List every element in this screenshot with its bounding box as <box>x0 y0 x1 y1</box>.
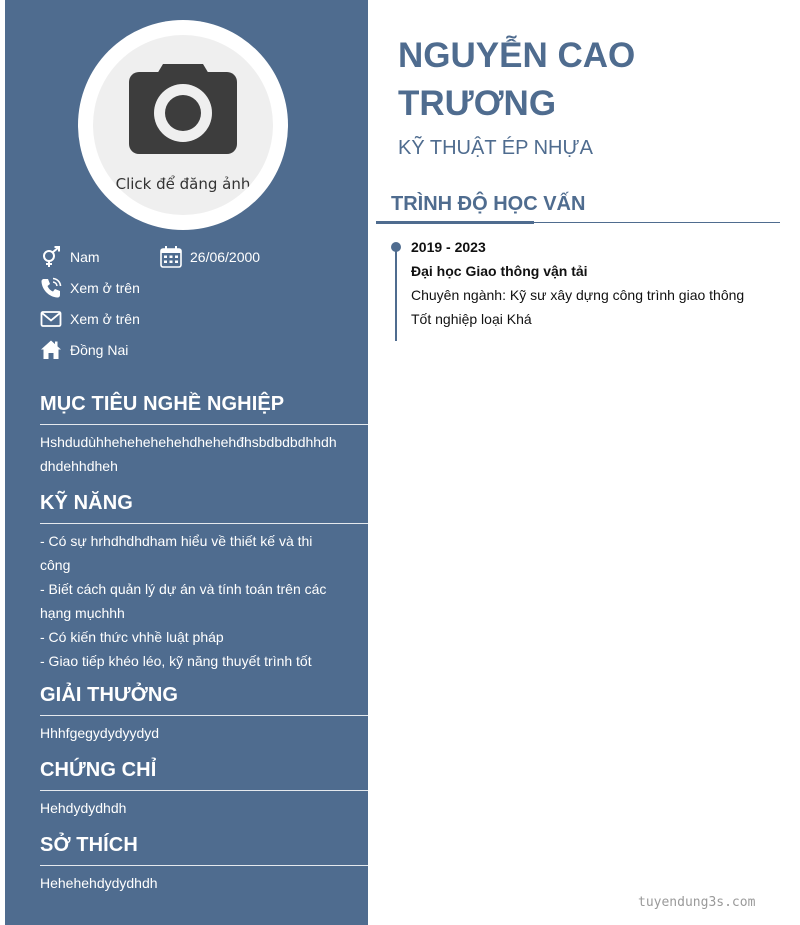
certificates-text: Hehdydydhdh <box>40 800 127 816</box>
hobbies-text: Hehehehdydydhdh <box>40 875 158 891</box>
skill-line: công <box>40 557 71 573</box>
skills-list <box>40 529 336 673</box>
skill-line: hạng mụchhh <box>40 605 125 621</box>
objective-line: Hshdudùhhehehehehehdhehehđhsbdbdbdhhdh <box>40 434 337 450</box>
address-value: Đồng Nai <box>70 342 129 358</box>
gender-row <box>40 246 100 268</box>
skills-divider <box>40 523 368 524</box>
hobbies-divider <box>40 865 368 866</box>
objective-divider <box>40 424 368 425</box>
skill-line: - Có sự hrhdhdhdham hiểu về thiết kế và thi <box>40 533 313 549</box>
birthday-row <box>160 246 260 268</box>
timeline-dot <box>391 242 401 252</box>
address-row <box>40 339 128 361</box>
education-major: Chuyên ngành: Kỹ sư xây dựng công trình giao thông <box>411 287 745 303</box>
name-line: TRƯƠNG <box>398 84 557 123</box>
education-period: 2019 - 2023 <box>411 239 486 255</box>
email-value: Xem ở trên <box>70 311 140 327</box>
education-entry <box>411 235 744 331</box>
avatar-caption: Click để đăng ảnh <box>115 175 251 193</box>
home-icon <box>40 339 62 361</box>
timeline-line <box>395 246 397 341</box>
job-title: KỸ THUẬT ÉP NHỰA <box>398 137 593 159</box>
skill-line: - Biết cách quản lý dự án và tính toán trên các <box>40 581 327 597</box>
skills-title: KỸ NĂNG <box>40 492 133 514</box>
education-divider-accent <box>376 221 534 224</box>
phone-icon <box>40 277 62 299</box>
education-title: TRÌNH ĐỘ HỌC VẤN <box>391 193 586 215</box>
sidebar <box>5 0 368 925</box>
awards-text: Hhhfgegydydyydyd <box>40 725 160 741</box>
skill-line: - Giao tiếp khéo léo, kỹ năng thuyết trình tốt <box>40 653 312 669</box>
email-icon <box>40 308 62 330</box>
avatar-upload-area[interactable] <box>93 35 273 215</box>
objective-line: dhdehhdheh <box>40 458 118 474</box>
hobbies-title: SỞ THÍCH <box>40 834 138 856</box>
objective-text <box>40 430 336 478</box>
certificates-title: CHỨNG CHỈ <box>40 759 157 781</box>
education-grade: Tốt nghiệp loại Khá <box>411 311 532 327</box>
name-line: NGUYỄN CAO <box>398 36 636 75</box>
awards-divider <box>40 715 368 716</box>
candidate-name <box>398 32 698 128</box>
gender-icon <box>40 246 62 268</box>
phone-value: Xem ở trên <box>70 280 140 296</box>
avatar[interactable] <box>78 20 288 230</box>
education-school: Đại học Giao thông vận tải <box>411 263 588 279</box>
birthday-value: 26/06/2000 <box>190 249 261 265</box>
certificates-divider <box>40 790 368 791</box>
phone-row <box>40 277 140 299</box>
awards-title: GIẢI THƯỞNG <box>40 684 179 706</box>
gender-value: Nam <box>70 249 100 265</box>
calendar-icon <box>160 246 182 268</box>
skill-line: - Có kiến thức vhhề luật pháp <box>40 629 224 645</box>
email-row <box>40 308 140 330</box>
watermark: tuyendung3s.com <box>638 895 756 910</box>
objective-title: MỤC TIÊU NGHỀ NGHIỆP <box>40 393 285 415</box>
camera-icon <box>129 62 237 154</box>
